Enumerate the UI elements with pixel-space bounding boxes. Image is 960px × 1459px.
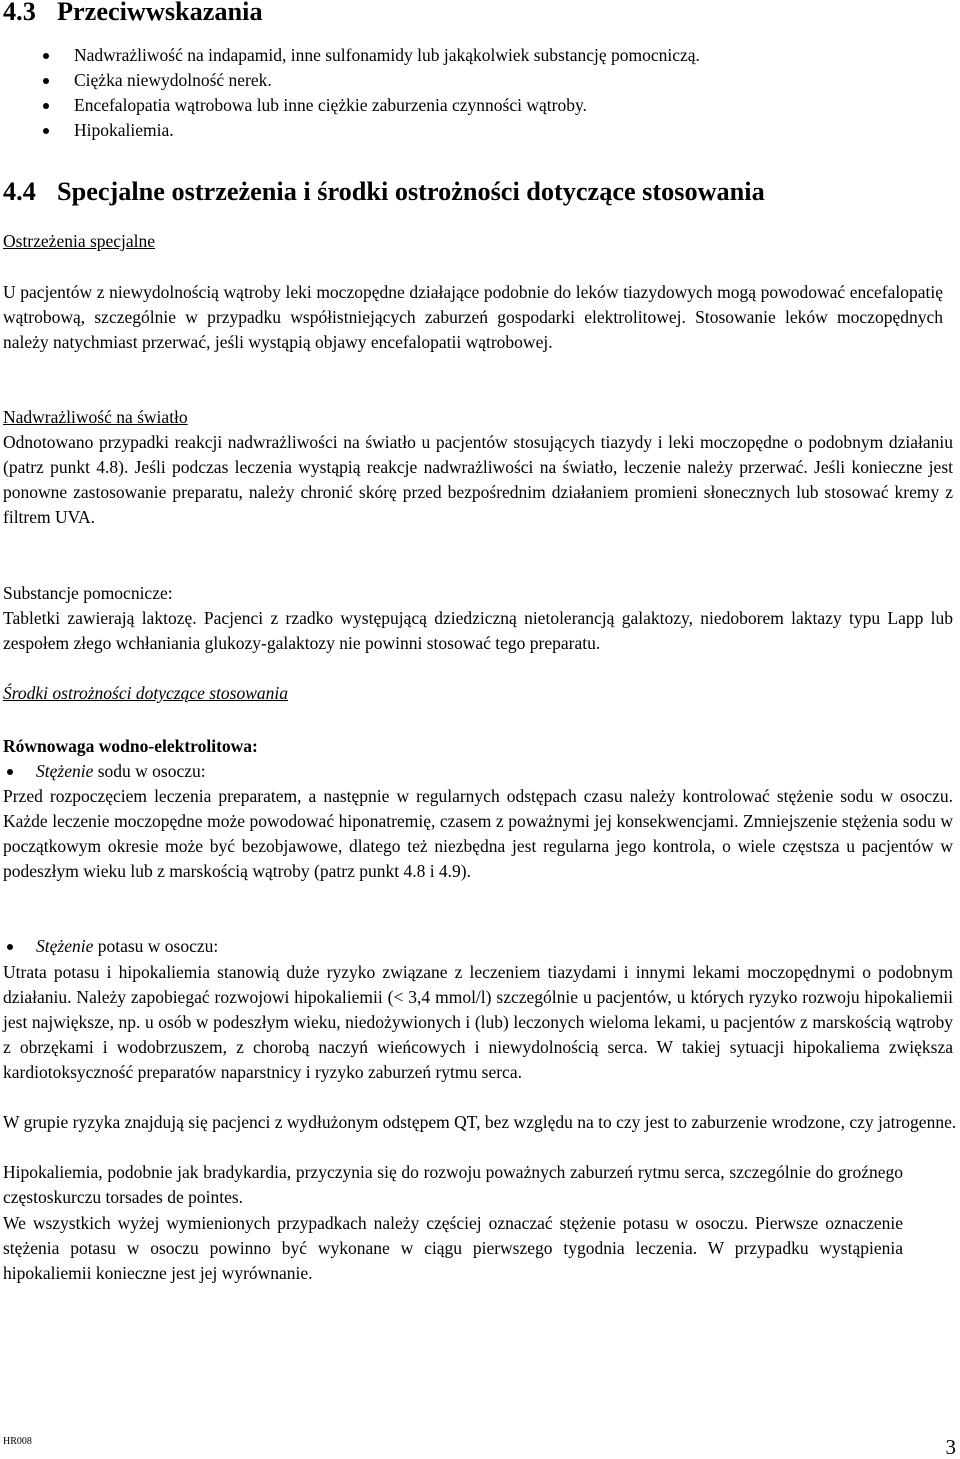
precautions-label: [3, 681, 288, 706]
photosensitivity-paragraph: Odnotowano przypadki reakcji nadwrażliwości na światło u pacjentów stosujących tiazydy i leki moczopędne o podobnym działaniu (patrz punkt 4.8). Jeśli podczas leczenia wystąpią reakcje nadwrażliwości na światło, leczenie należy przerwać. Jeśli konieczne jest ponowne zastosowanie preparatu, należy chronić skórę przed bezpośrednim działaniem promieni słonecznych lub stosować kremy z filtrem UVA.: [3, 432, 953, 527]
photosensitivity-heading-text: Nadwrażliwość na światło: [3, 407, 188, 427]
potassium-bullet: [3, 934, 218, 959]
sodium-paragraph: Przed rozpoczęciem leczenia preparatem, a następnie w regularnych odstępach czasu należy kontrolować stężenie sodu w osoczu. Każde leczenie moczopędne może powodować hiponatremię, czasem z poważnymi jej konsekwencjami. Zmniejszenie stężenia sodu w początkowym okresie może być bezobjawowe, dlatego też niezbędna jest regularna jego kontrola, o wiele częstsza u pacjentów w podeszłym wieku lub z marskością wątroby (patrz punkt 4.8 i 4.9).: [3, 786, 953, 881]
list-item: Ciężka niewydolność nerek.: [3, 68, 957, 93]
potassium-italic: Stężenie: [36, 936, 94, 956]
contraindications-list: [3, 43, 957, 143]
potassium-paragraph-3: Hipokaliemia, podobnie jak bradykardia, przyczynia się do rozwoju poważnych zaburzeń rytmu serca, szczególnie do groźnego częstoskurczu torsades de pointes.: [3, 1162, 903, 1207]
liver-paragraph: U pacjentów z niewydolnością wątroby leki moczopędne działające podobnie do leków tiazydowych mogą powodować encefalopatię wątrobową, szczególnie w przypadku współistniejących zaburzeń gospodarki elektrolitowej. Stosowanie leków moczopędnych należy natychmiast przerwać, jeśli wystąpią objawy encefalopatii wątrobowej.: [3, 282, 943, 352]
excipients-heading: Substancje pomocnicze:: [3, 583, 173, 603]
list-item: Encefalopatia wątrobowa lub inne ciężkie zaburzenia czynności wątroby.: [3, 93, 957, 118]
potassium-paragraph-2: W grupie ryzyka znajdują się pacjenci z wydłużonym odstępem QT, bez względu na to czy jest to zaburzenie wrodzone, czy jatrogenne.: [3, 1112, 957, 1132]
sodium-italic: Stężenie: [36, 761, 94, 781]
potassium-paragraph-4: We wszystkich wyżej wymienionych przypadkach należy częściej oznaczać stężenie potasu w osoczu. Pierwsze oznaczenie stężenia potasu w osoczu powinno być wykonane w ciągu pierwszego tygodnia leczenia. W przypadku wystąpienia hipokaliemii konieczne jest jej wyrównanie.: [3, 1213, 903, 1283]
list-item: Hipokaliemia.: [3, 118, 957, 143]
excipients-paragraph: Tabletki zawierają laktozę. Pacjenci z rzadko występującą dziedziczną nietolerancją galaktozy, niedoborem laktazy typu Lapp lub zespołem złego wchłaniania glukozy-galaktozy nie powinni stosować tego preparatu.: [3, 608, 953, 653]
section-number: 4.4: [3, 177, 36, 206]
section-title: Specjalne ostrzeżenia i środki ostrożności dotyczące stosowania: [57, 177, 765, 206]
section-4-4-heading: [3, 179, 765, 204]
special-warnings-text: Ostrzeżenia specjalne: [3, 231, 156, 251]
section-4-3-heading: [3, 0, 263, 24]
sodium-rest: sodu w osoczu:: [93, 761, 206, 781]
potassium-paragraph-1: Utrata potasu i hipokaliemia stanowią duże ryzyko związane z leczeniem tiazydami i innymi lekami moczopędnymi o podobnym działaniu. Należy zapobiegać rozwojowi hipokaliemii (< 3,4 mmol/l) szczególnie u pacjentów, u których ryzyko rozwoju hipokaliemii jest największe, np. u osób w podeszłym wieku, niedożywionych i (lub) leczonych wieloma lekami, u pacjentów z marskością wątroby z obrzękami i wodobrzuszem, z chorobą naczyń wieńcowych i niewydolnością serca. W takiej sytuacji hipokaliema zwiększa kardiotoksyczność preparatów naparstnicy i ryzyko zaburzeń rytmu serca.: [3, 962, 953, 1082]
potassium-rest: potasu w osoczu:: [93, 936, 219, 956]
page-number: 3: [945, 1435, 956, 1459]
section-number: 4.3: [3, 0, 36, 26]
sodium-bullet: [3, 759, 206, 784]
section-title: Przeciwwskazania: [57, 0, 263, 26]
list-item: Nadwrażliwość na indapamid, inne sulfonamidy lub jakąkolwiek substancję pomocniczą.: [3, 43, 957, 68]
photosensitivity-heading: [3, 405, 188, 430]
electrolyte-heading: Równowaga wodno-elektrolitowa:: [3, 736, 258, 756]
document-code: HR008: [3, 1436, 32, 1447]
precautions-label-text: Środki ostrożności dotyczące stosowania: [3, 683, 289, 703]
special-warnings-label: [3, 229, 155, 254]
